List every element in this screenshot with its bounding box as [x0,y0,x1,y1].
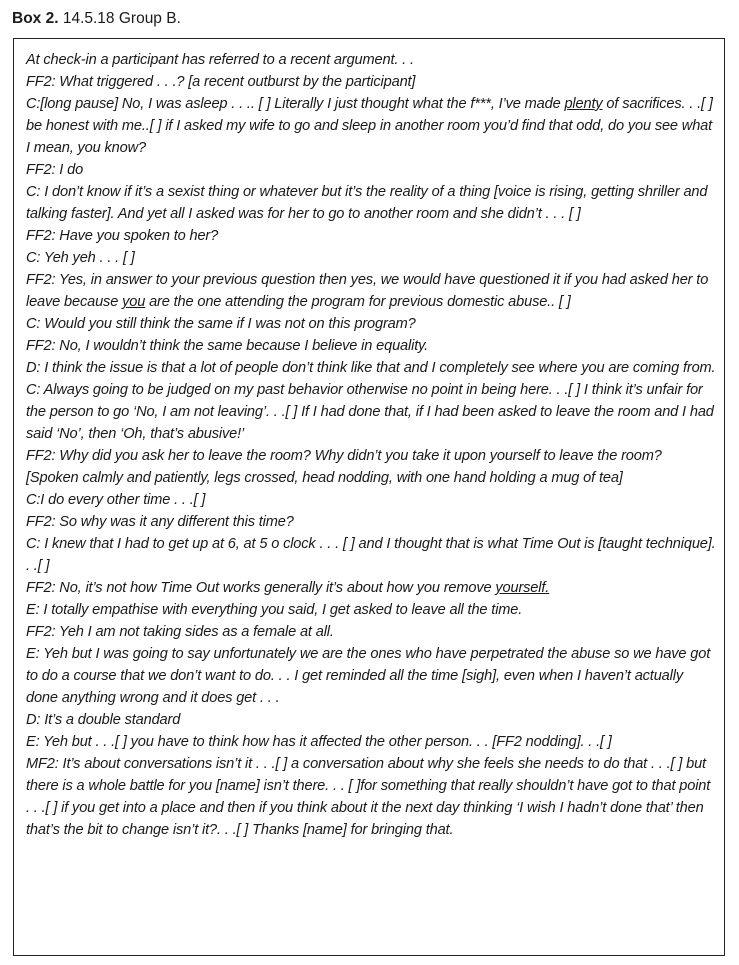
transcript-text: C: Would you still think the same if I was not on this program? [26,316,416,332]
transcript-line [26,511,716,533]
transcript-line [26,93,716,159]
transcript-line [26,247,716,269]
transcript-line [26,269,716,313]
underlined-text: plenty [564,96,603,112]
transcript-text: FF2: So why was it any different this time? [26,514,294,530]
transcript-text: At check-in a participant has referred to a recent argument. . . [26,52,414,68]
transcript-text: FF2: No, I wouldn’t think the same because I believe in equality. [26,338,429,354]
transcript-text: D: I think the issue is that a lot of people don’t think like that and I completely see where you are coming from. [26,360,716,376]
transcript-line [26,753,716,841]
transcript-line [26,71,716,93]
transcript-line [26,709,716,731]
transcript-line [26,181,716,225]
transcript-text: FF2: Yes, in answer to your previous question then yes, we would have questioned it if you had asked her to leave because [26,272,709,310]
transcript-line [26,731,716,753]
transcript-text: E: Yeh but . . .[ ] you have to think how has it affected the other person. . . [FF2 nodding]. . .[ ] [26,734,612,750]
transcript-text: C: I knew that I had to get up at 6, at 5 o clock . . . [ ] and I thought that is what Time Out is [taught technique]. . .[ ] [26,536,716,574]
transcript-line [26,357,716,379]
transcript-text: of sacrifices. . .[ ] be honest with me..[ ] if I asked my wife to go and sleep in another room you’d find that odd, do you see what I mean, you know? [26,96,713,156]
transcript-text: are the one attending the program for previous domestic abuse.. [ ] [145,294,571,310]
transcript-line [26,335,716,357]
transcript-text: MF2: It’s about conversations isn’t it . . .[ ] a conversation about why she feels she needs to do that . . .[ ] but there is a whole battle for you [name] isn’t there. . . [ ]for something that really shouldn’t have got to that point . . .[ ] if you get into a place and then if you think about it the next day thinking ‘I wish I hadn’t done that’ then that’s the bit to change isn’t it?. . .[ ] Thanks [name] for bringing that. [26,756,711,838]
transcript-text: FF2: Yeh I am not taking sides as a female at all. [26,624,334,640]
transcript-line [26,49,716,71]
transcript-line [26,599,716,621]
transcript-line [26,225,716,247]
transcript-text: FF2: I do [26,162,84,178]
transcript-text: FF2: Why did you ask her to leave the room? Why didn’t you take it upon yourself to leave the room? [Spoken calmly and patiently, legs crossed, head nodding, with one hand holding a mug of tea] [26,448,662,486]
transcript-line [26,445,716,489]
transcript-text: C: Always going to be judged on my past behavior otherwise no point in being here. . .[ ] I think it’s unfair for the person to go ‘No, I am not leaving’. . .[ ] If I had done that, if I had been asked to leave the room and I had said ‘No’, then ‘Oh, that’s abusive!’ [26,382,714,442]
transcript-line [26,489,716,511]
transcript-text: C: I don’t know if it’s a sexist thing or whatever but it’s the reality of a thing [voice is rising, getting shriller and talking faster]. And yet all I asked was for her to go to another room and she didn’t . . . [ ] [26,184,708,222]
transcript-line [26,159,716,181]
transcript-line [26,533,716,577]
underlined-text: yourself. [495,580,550,596]
transcript-text: C: Yeh yeh . . . [ ] [26,250,135,266]
transcript-line [26,577,716,599]
transcript-line [26,313,716,335]
transcript-line [26,379,716,445]
transcript-text: C:[long pause] No, I was asleep . . .. [ ] Literally I just thought what the f***, I’ve made [26,96,565,112]
transcript-text: E: I totally empathise with everything you said, I get asked to leave all the time. [26,602,523,618]
box-title: 14.5.18 Group B. [62,10,181,27]
underlined-text: you [122,294,146,310]
transcript-text: D: It’s a double standard [26,712,181,728]
transcript-text: FF2: Have you spoken to her? [26,228,219,244]
box-caption [12,9,181,29]
transcript-line [26,643,716,709]
transcript-text: FF2: What triggered . . .? [a recent outburst by the participant] [26,74,416,90]
box-label: Box 2. [12,10,59,27]
transcript-text: FF2: No, it’s not how Time Out works generally it’s about how you remove [26,580,496,596]
transcript-line [26,621,716,643]
transcript-text: C:I do every other time . . .[ ] [26,492,206,508]
transcript [26,49,716,841]
transcript-text: E: Yeh but I was going to say unfortunately we are the ones who have perpetrated the abuse so we have got to do a course that we don’t want to do. . . I get reminded all the time [sigh], even when I haven’t actually done anything wrong and it does get . . . [26,646,711,706]
